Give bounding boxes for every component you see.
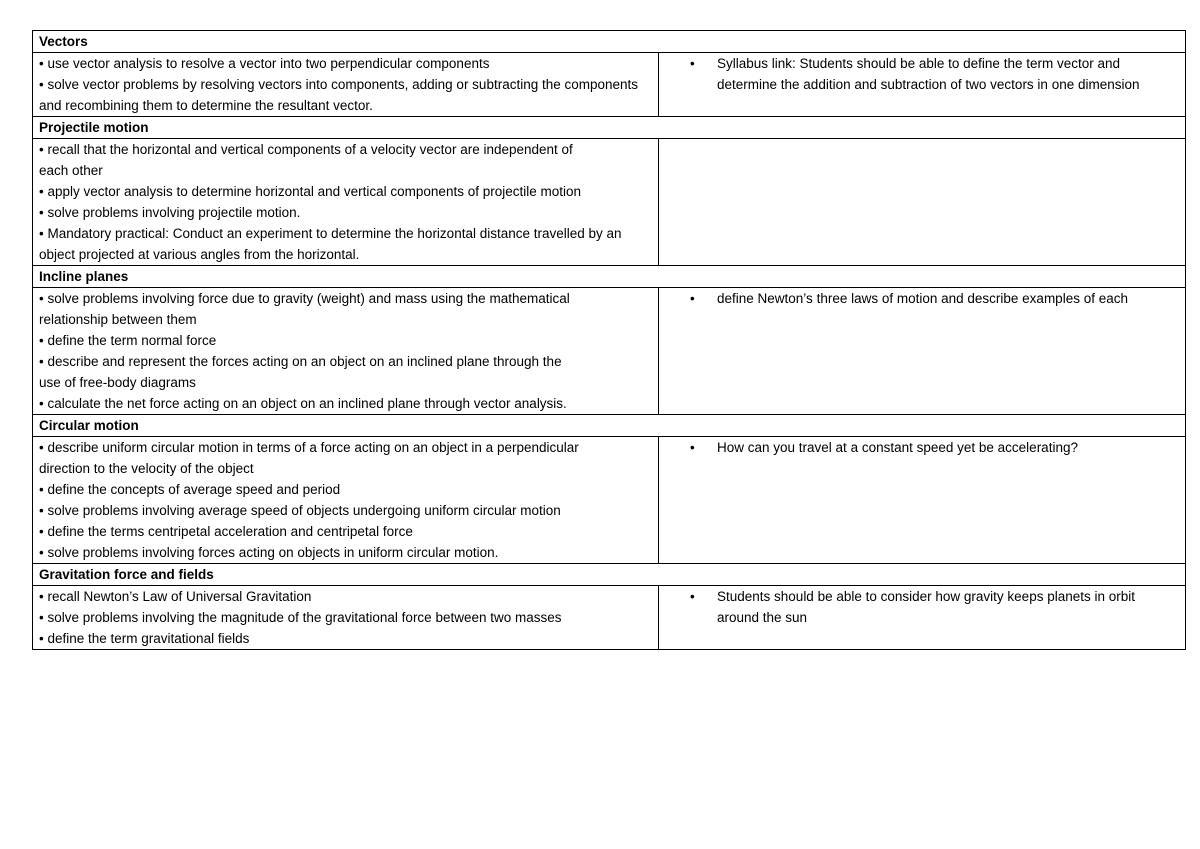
section-heading: Projectile motion <box>33 117 1186 139</box>
notes-cell <box>659 586 1186 650</box>
note-item: • How can you travel at a constant speed yet be accelerating? <box>717 437 1179 458</box>
section-heading-row <box>33 415 1186 437</box>
objective-line: • describe uniform circular motion in terms of a force acting on an object in a perpendicular direction to the velocity of the object <box>39 440 579 476</box>
objectives-cell <box>33 288 659 415</box>
section-heading: Gravitation force and fields <box>33 564 1186 586</box>
objective-line: • Mandatory practical: Conduct an experiment to determine the horizontal distance travelled by an object projected at various angles from the horizontal. <box>39 226 622 262</box>
notes-cell <box>659 288 1186 415</box>
objective-line: • calculate the net force acting on an object on an inclined plane through vector analysis. <box>39 396 567 411</box>
notes-cell <box>659 139 1186 266</box>
notes-cell <box>659 53 1186 117</box>
section-content-row <box>33 586 1186 650</box>
objective-line: • define the terms centripetal acceleration and centripetal force <box>39 524 413 539</box>
objective-line: • define the term gravitational fields <box>39 631 250 646</box>
notes-list <box>665 53 1179 95</box>
objectives-cell <box>33 53 659 117</box>
note-item: • Syllabus link: Students should be able to define the term vector and determine the addition and subtraction of two vectors in one dimension <box>717 53 1179 95</box>
notes-cell <box>659 437 1186 564</box>
objective-line: • solve problems involving the magnitude of the gravitational force between two masses <box>39 610 562 625</box>
objective-line: • describe and represent the forces acting on an object on an inclined plane through the use of free-body diagrams <box>39 354 562 390</box>
section-heading: Incline planes <box>33 266 1186 288</box>
notes-list <box>665 437 1179 458</box>
objective-line: • solve problems involving force due to gravity (weight) and mass using the mathematical relationship between them <box>39 291 570 327</box>
objective-line: • recall that the horizontal and vertical components of a velocity vector are independent of each other <box>39 142 573 178</box>
note-item: • define Newton’s three laws of motion and describe examples of each <box>717 288 1179 309</box>
objectives-cell <box>33 437 659 564</box>
section-content-row <box>33 53 1186 117</box>
section-content-row <box>33 437 1186 564</box>
section-heading-row <box>33 266 1186 288</box>
objective-line: • solve problems involving average speed of objects undergoing uniform circular motion <box>39 503 561 518</box>
syllabus-table <box>32 30 1186 650</box>
notes-list <box>665 288 1179 309</box>
objectives-cell <box>33 586 659 650</box>
section-heading-row <box>33 564 1186 586</box>
note-item: • Students should be able to consider how gravity keeps planets in orbit around the sun <box>717 586 1179 628</box>
objectives-cell <box>33 139 659 266</box>
objective-line: • use vector analysis to resolve a vector into two perpendicular components <box>39 56 490 71</box>
objective-line: • define the concepts of average speed and period <box>39 482 341 497</box>
section-heading-row <box>33 117 1186 139</box>
section-content-row <box>33 288 1186 415</box>
objective-line: • solve problems involving forces acting on objects in uniform circular motion. <box>39 545 499 560</box>
notes-list <box>665 586 1179 628</box>
section-heading-row <box>33 31 1186 53</box>
objective-line: • recall Newton’s Law of Universal Gravitation <box>39 589 312 604</box>
section-heading: Vectors <box>33 31 1186 53</box>
section-content-row <box>33 139 1186 266</box>
objective-line: • solve vector problems by resolving vectors into components, adding or subtracting the components and recombining them to determine the resultant vector. <box>39 77 639 113</box>
objective-line: • define the term normal force <box>39 333 217 348</box>
objective-line: • solve problems involving projectile motion. <box>39 205 301 220</box>
section-heading: Circular motion <box>33 415 1186 437</box>
objective-line: • apply vector analysis to determine horizontal and vertical components of projectile motion <box>39 184 582 199</box>
